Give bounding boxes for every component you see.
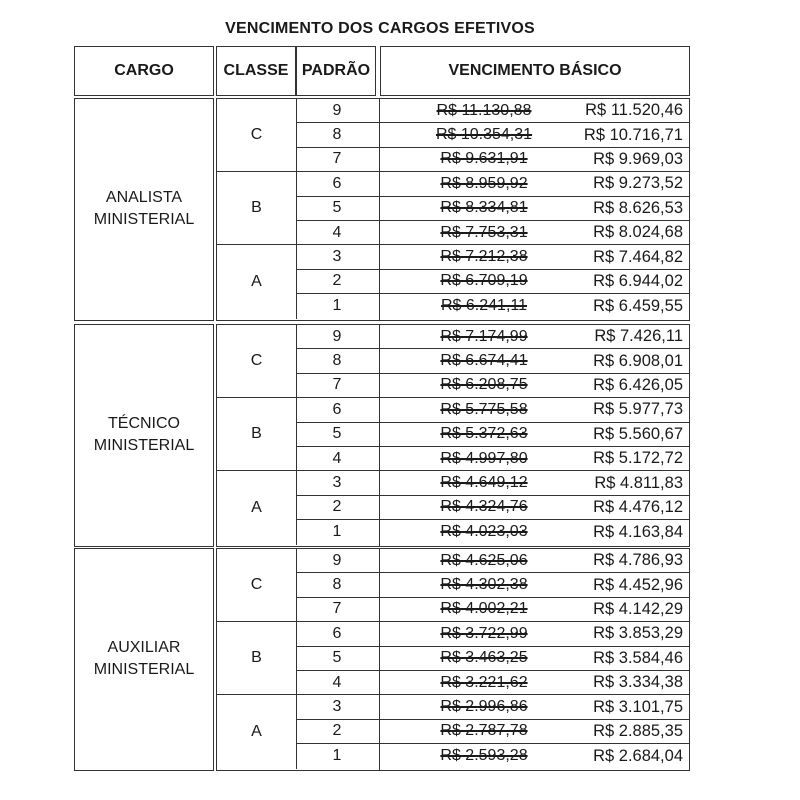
new-salary: R$ 9.969,03 <box>593 149 683 168</box>
header-classe: CLASSE <box>216 46 296 96</box>
new-salary: R$ 5.977,73 <box>593 400 683 419</box>
padrao-value: 3 <box>332 474 342 492</box>
classe-label: C <box>217 325 297 398</box>
table-row <box>297 720 689 744</box>
old-salary-struck: R$ 10.354,31 <box>435 126 533 144</box>
padrao-value: 1 <box>332 523 342 541</box>
table-row <box>297 520 689 544</box>
classe-table <box>216 324 690 547</box>
old-salary-struck: R$ 2.996,86 <box>440 698 528 716</box>
table-row <box>297 622 689 646</box>
new-salary: R$ 3.584,46 <box>593 648 683 667</box>
new-salary: R$ 5.560,67 <box>593 424 683 443</box>
padrao-value: 3 <box>332 248 342 266</box>
padrao-value: 8 <box>332 126 342 144</box>
table-row <box>297 647 689 671</box>
new-salary: R$ 11.520,46 <box>585 101 683 120</box>
old-salary-struck: R$ 6.208,75 <box>440 376 528 394</box>
page-title: VENCIMENTO DOS CARGOS EFETIVOS <box>225 20 535 37</box>
old-salary-struck: R$ 6.241,11 <box>441 297 527 315</box>
table-row <box>297 447 689 471</box>
header-vencimento-basico: VENCIMENTO BÁSICO <box>380 46 690 96</box>
padrao-value: 4 <box>332 449 342 467</box>
new-salary: R$ 2.885,35 <box>593 721 683 740</box>
new-salary: R$ 4.142,29 <box>593 599 683 618</box>
new-salary: R$ 4.452,96 <box>593 575 683 594</box>
cargo-group <box>74 548 690 771</box>
padrao-value: 5 <box>332 649 342 667</box>
old-salary-struck: R$ 11.130,88 <box>436 101 532 119</box>
old-salary-struck: R$ 2.593,28 <box>440 747 528 765</box>
cargo-name-line1: TÉCNICO <box>108 415 180 433</box>
cargo-name-line1: ANALISTA <box>105 189 183 207</box>
classe-label: B <box>217 622 297 695</box>
padrao-value: 2 <box>332 498 342 516</box>
padrao-value: 1 <box>332 297 342 315</box>
padrao-value: 7 <box>332 600 342 618</box>
new-salary: R$ 6.944,02 <box>593 271 683 290</box>
new-salary: R$ 8.626,53 <box>593 198 683 217</box>
old-salary-struck: R$ 4.625,06 <box>440 551 528 569</box>
table-row <box>297 221 689 245</box>
table-row <box>297 148 689 172</box>
new-salary: R$ 4.476,12 <box>593 497 683 516</box>
new-salary: R$ 6.459,55 <box>593 296 683 315</box>
table-row <box>297 471 689 495</box>
classe-table <box>216 548 690 771</box>
cargo-group <box>74 324 690 547</box>
cargo-name-line2: MINISTERIAL <box>93 661 195 679</box>
table-row <box>297 744 689 768</box>
classe-label: C <box>217 99 297 172</box>
padrao-value: 7 <box>332 150 342 168</box>
new-salary: R$ 5.172,72 <box>593 449 683 468</box>
table-row <box>297 374 689 398</box>
cargo-name <box>74 324 214 547</box>
old-salary-struck: R$ 7.753,31 <box>440 223 528 241</box>
old-salary-struck: R$ 6.709,19 <box>440 272 528 290</box>
new-salary: R$ 7.426,11 <box>594 327 683 346</box>
table-row <box>297 695 689 719</box>
table-row <box>297 398 689 422</box>
new-salary: R$ 3.853,29 <box>593 624 683 643</box>
old-salary-struck: R$ 3.221,62 <box>440 673 528 691</box>
old-salary-struck: R$ 9.631,91 <box>440 150 528 168</box>
old-salary-struck: R$ 2.787,78 <box>440 722 528 740</box>
classe-label: A <box>217 695 297 768</box>
padrao-value: 3 <box>332 698 342 716</box>
cargo-group <box>74 98 690 321</box>
padrao-value: 1 <box>332 747 342 765</box>
old-salary-struck: R$ 4.649,12 <box>440 474 528 492</box>
old-salary-struck: R$ 4.324,76 <box>440 498 528 516</box>
new-salary: R$ 10.716,71 <box>583 125 683 144</box>
header-cargo: CARGO <box>74 46 214 96</box>
padrao-value: 6 <box>332 624 342 642</box>
table-row <box>297 325 689 349</box>
classe-table <box>216 98 690 321</box>
table-row <box>297 294 689 318</box>
old-salary-struck: R$ 8.334,81 <box>440 199 528 217</box>
table-row <box>297 671 689 695</box>
padrao-value: 4 <box>332 223 342 241</box>
padrao-value: 2 <box>332 722 342 740</box>
old-salary-struck: R$ 5.372,63 <box>440 425 528 443</box>
new-salary: R$ 4.163,84 <box>593 522 683 541</box>
old-salary-struck: R$ 6.674,41 <box>440 352 528 370</box>
classe-label: C <box>217 549 297 622</box>
table-row <box>297 270 689 294</box>
padrao-value: 8 <box>332 576 342 594</box>
table-row <box>297 99 689 123</box>
padrao-value: 9 <box>332 327 342 345</box>
new-salary: R$ 6.426,05 <box>593 375 683 394</box>
classe-label: B <box>217 398 297 471</box>
table-row <box>297 197 689 221</box>
table-row <box>297 496 689 520</box>
old-salary-struck: R$ 7.212,38 <box>440 248 528 266</box>
cargo-name-line1: AUXILIAR <box>107 639 181 657</box>
table-row <box>297 245 689 269</box>
old-salary-struck: R$ 3.722,99 <box>440 624 528 642</box>
table-row <box>297 549 689 573</box>
classe-label: B <box>217 172 297 245</box>
padrao-value: 9 <box>332 101 342 119</box>
new-salary: R$ 3.101,75 <box>593 697 683 716</box>
padrao-value: 5 <box>332 425 342 443</box>
cargo-name <box>74 548 214 771</box>
old-salary-struck: R$ 7.174,99 <box>440 327 528 345</box>
cargo-name-line2: MINISTERIAL <box>93 437 195 455</box>
old-salary-struck: R$ 5.775,58 <box>440 400 528 418</box>
new-salary: R$ 9.273,52 <box>593 174 683 193</box>
padrao-value: 6 <box>332 400 342 418</box>
old-salary-struck: R$ 4.023,03 <box>440 523 528 541</box>
cargo-name <box>74 98 214 321</box>
padrao-value: 4 <box>332 673 342 691</box>
padrao-value: 5 <box>332 199 342 217</box>
table-row <box>297 598 689 622</box>
table-row <box>297 349 689 373</box>
padrao-value: 7 <box>332 376 342 394</box>
old-salary-struck: R$ 8.959,92 <box>440 174 528 192</box>
table-row <box>297 573 689 597</box>
table-row <box>297 123 689 147</box>
new-salary: R$ 3.334,38 <box>593 673 683 692</box>
new-salary: R$ 2.684,04 <box>593 746 683 765</box>
classe-label: A <box>217 245 297 318</box>
old-salary-struck: R$ 4.997,80 <box>440 449 528 467</box>
padrao-value: 6 <box>332 174 342 192</box>
header-padrao: PADRÃO <box>296 46 376 96</box>
new-salary: R$ 6.908,01 <box>593 351 683 370</box>
old-salary-struck: R$ 3.463,25 <box>440 649 528 667</box>
padrao-value: 8 <box>332 352 342 370</box>
old-salary-struck: R$ 4.302,38 <box>440 576 528 594</box>
new-salary: R$ 7.464,82 <box>593 247 683 266</box>
old-salary-struck: R$ 4.002,21 <box>440 600 528 618</box>
table-row <box>297 423 689 447</box>
cargo-name-line2: MINISTERIAL <box>93 211 195 229</box>
classe-label: A <box>217 471 297 544</box>
table-row <box>297 172 689 196</box>
padrao-value: 2 <box>332 272 342 290</box>
padrao-value: 9 <box>332 551 342 569</box>
new-salary: R$ 4.811,83 <box>594 473 683 492</box>
new-salary: R$ 8.024,68 <box>593 223 683 242</box>
new-salary: R$ 4.786,93 <box>593 551 683 570</box>
